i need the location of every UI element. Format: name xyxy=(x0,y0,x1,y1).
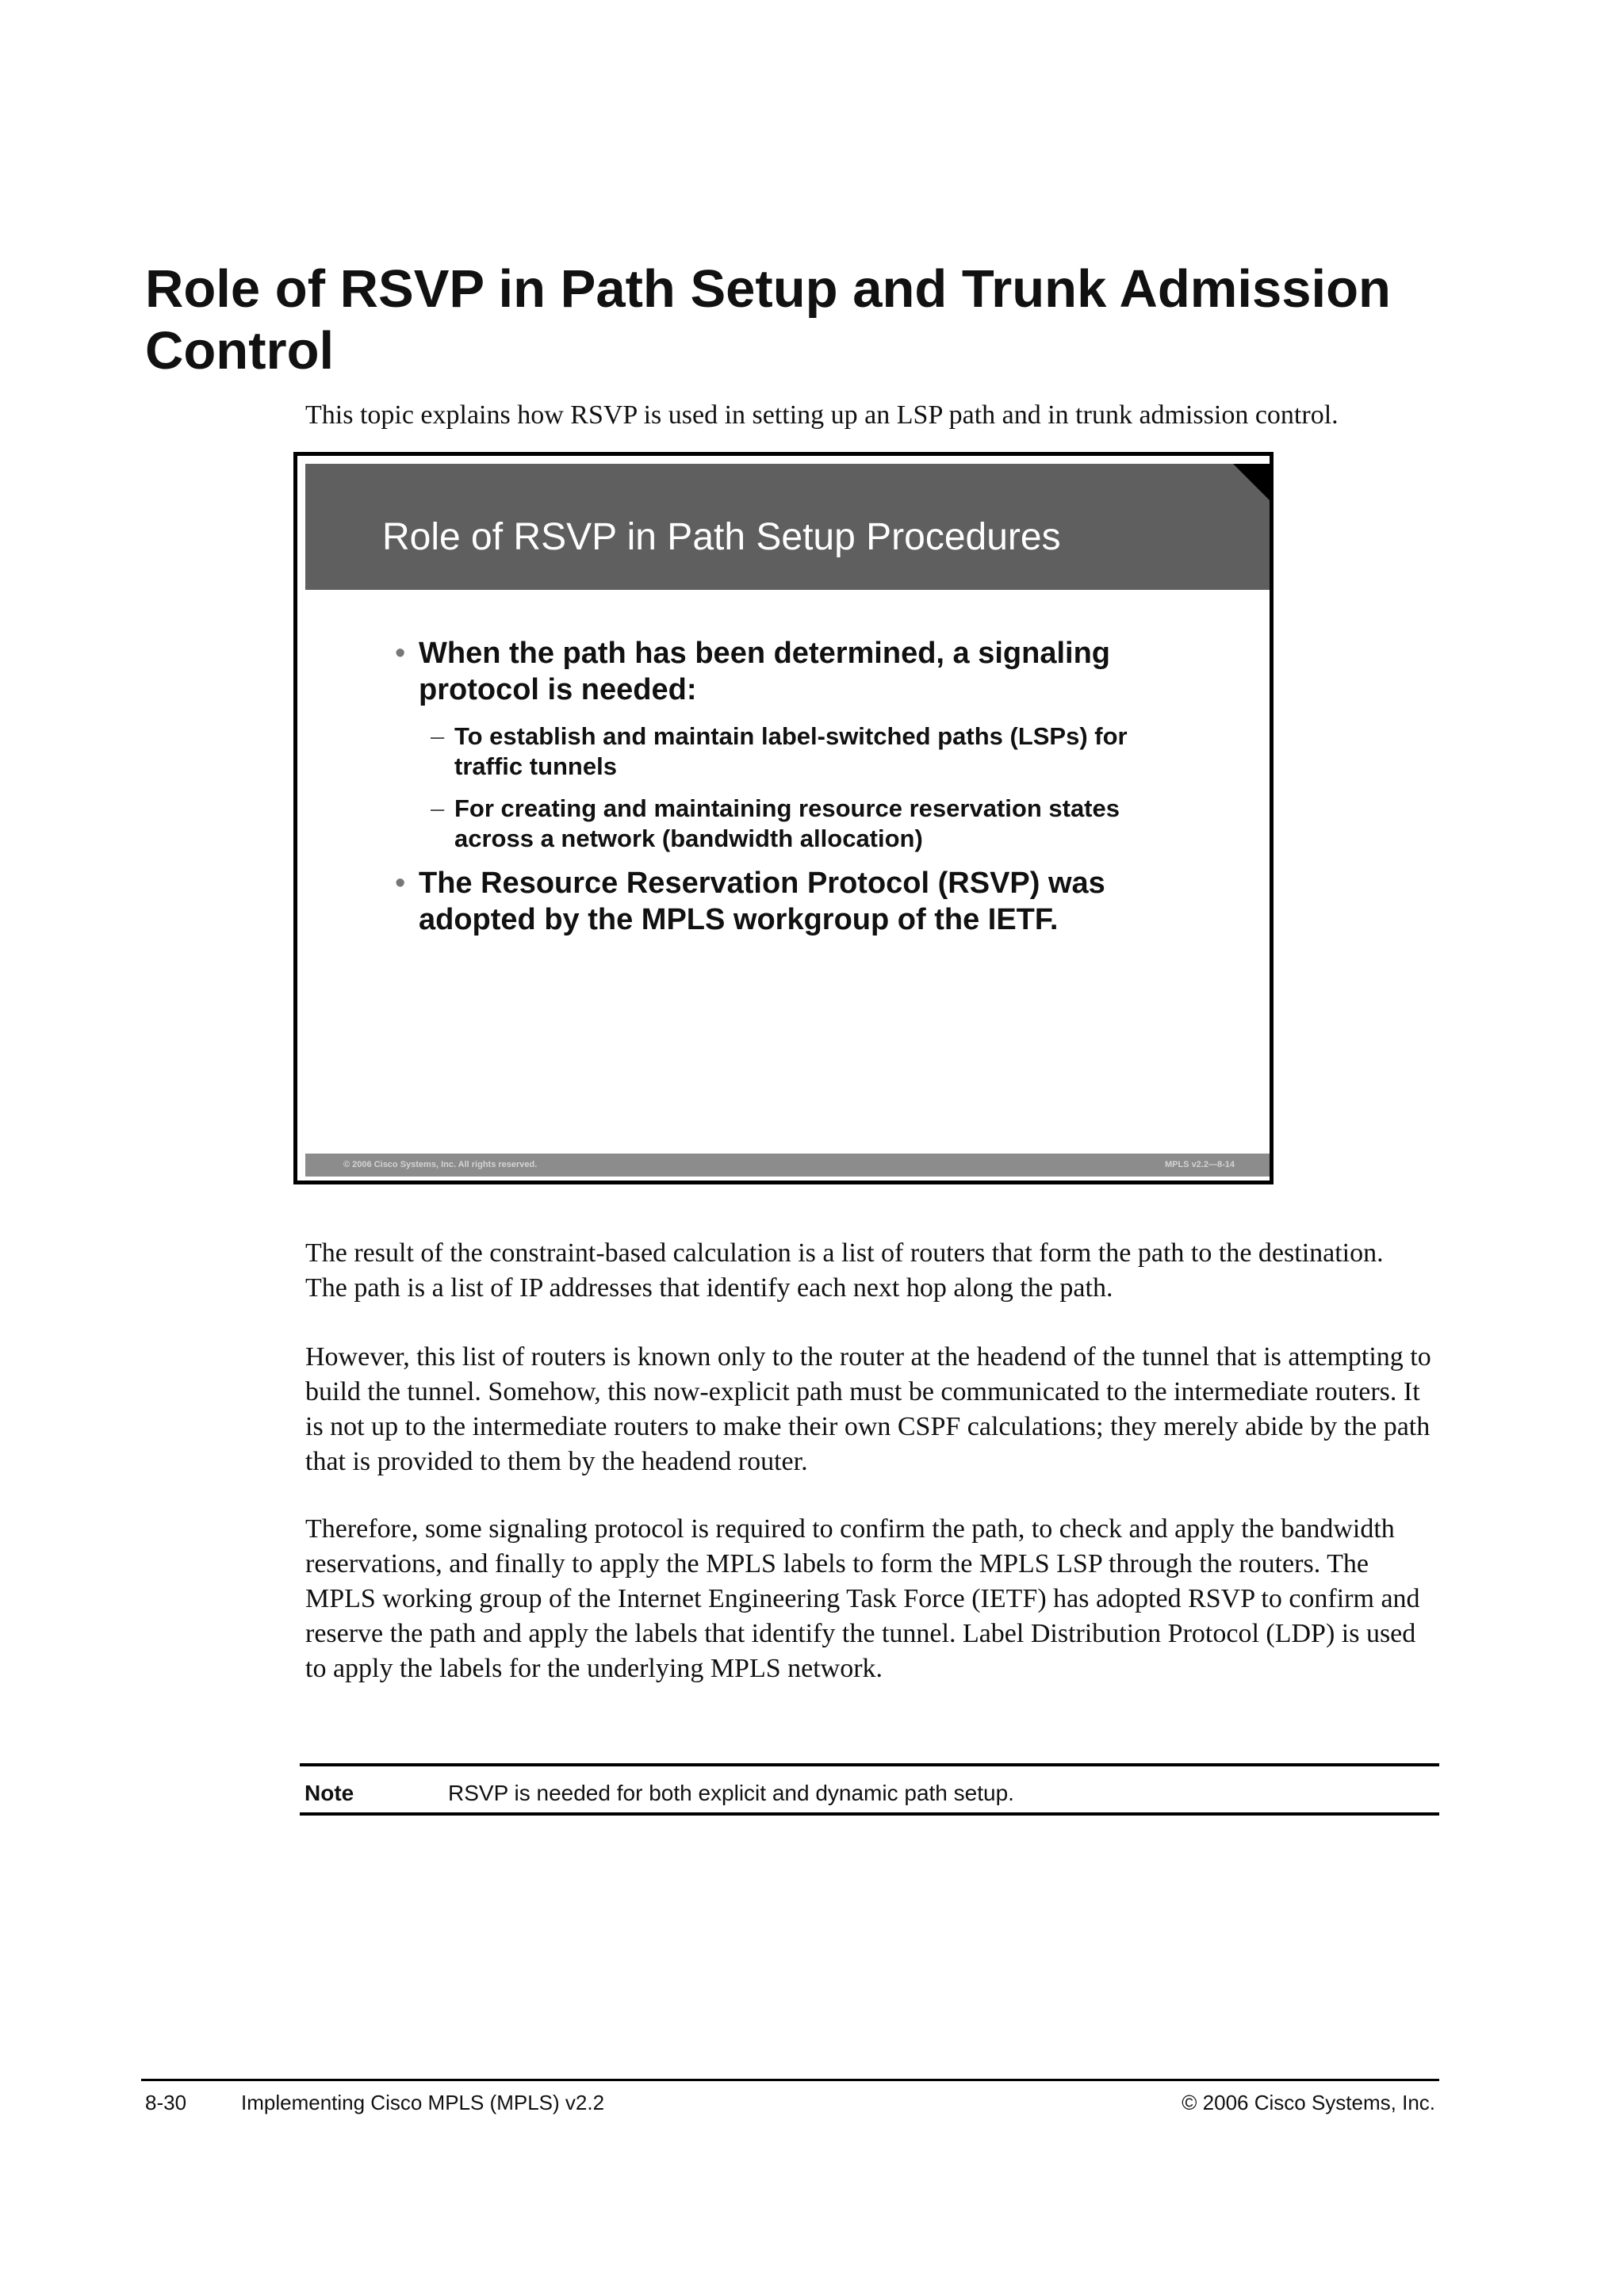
slide-body xyxy=(297,456,1270,1181)
slide-sub-bullet-text: For creating and maintaining resource reservation states across a network (bandwidth allocation) xyxy=(454,794,1120,852)
note-label: Note xyxy=(304,1781,354,1805)
slide-bullet-text: When the path has been determined, a signaling protocol is needed: xyxy=(419,637,1111,706)
page-copyright: © 2006 Cisco Systems, Inc. xyxy=(1182,2091,1435,2114)
intro-text: This topic explains how RSVP is used in setting up an LSP path and in trunk admission control. xyxy=(305,400,1339,430)
slide xyxy=(293,452,1274,1184)
slide-footer xyxy=(305,1154,1270,1177)
page-number: 8-30 xyxy=(145,2091,187,2114)
sub-bullet-mark: – xyxy=(431,722,445,750)
bullet-mark: • xyxy=(395,867,406,900)
note-text: RSVP is needed for both explicit and dynamic path setup. xyxy=(448,1781,1014,1805)
slide-bullet xyxy=(395,635,1180,708)
slide-number: MPLS v2.2—8-14 xyxy=(1164,1160,1235,1169)
slide-sub-bullet xyxy=(431,794,1176,854)
footer-divider xyxy=(141,2079,1439,2081)
slide-bullet xyxy=(395,865,1180,938)
note-box xyxy=(300,1763,1439,1816)
body-paragraph: Therefore, some signaling protocol is required to confirm the path, to check and apply the bandwidth reservations, and finally to apply the MPLS labels to form the MPLS LSP through the routers. The MPLS working group of the Internet Engineering Task Force (IETF) has adopted RSVP to confirm and reserve the path and apply the labels that identify the tunnel. Label Distribution Protocol (LDP) is used to apply the labels for the underlying MPLS network. xyxy=(305,1514,1420,1683)
sub-bullet-mark: – xyxy=(431,794,445,822)
book-title: Implementing Cisco MPLS (MPLS) v2.2 xyxy=(241,2091,605,2114)
slide-sub-bullet-text: To establish and maintain label-switched paths (LSPs) for traffic tunnels xyxy=(454,722,1128,780)
body-paragraph: However, this list of routers is known only to the router at the headend of the tunnel that is attempting to build the tunnel. Somehow, this now-explicit path must be communicated to the intermediate routers. It is not up to the intermediate routers to make their own CSPF calculations; they merely abide by the path that is provided to them by the headend router. xyxy=(305,1342,1431,1476)
bullet-mark: • xyxy=(395,637,406,670)
slide-copyright: © 2006 Cisco Systems, Inc. All rights reserved. xyxy=(343,1160,538,1169)
slide-title: Role of RSVP in Path Setup Procedures xyxy=(382,516,1061,558)
slide-bullet-text: The Resource Reservation Protocol (RSVP) was adopted by the MPLS workgroup of the IETF. xyxy=(419,867,1105,936)
body-paragraph: The result of the constraint-based calculation is a list of routers that form the path to the destination. The path is a list of IP addresses that identify each next hop along the path. xyxy=(305,1238,1384,1303)
page-heading: Role of RSVP in Path Setup and Trunk Admission Control xyxy=(145,259,1391,381)
slide-sub-bullet xyxy=(431,721,1176,782)
